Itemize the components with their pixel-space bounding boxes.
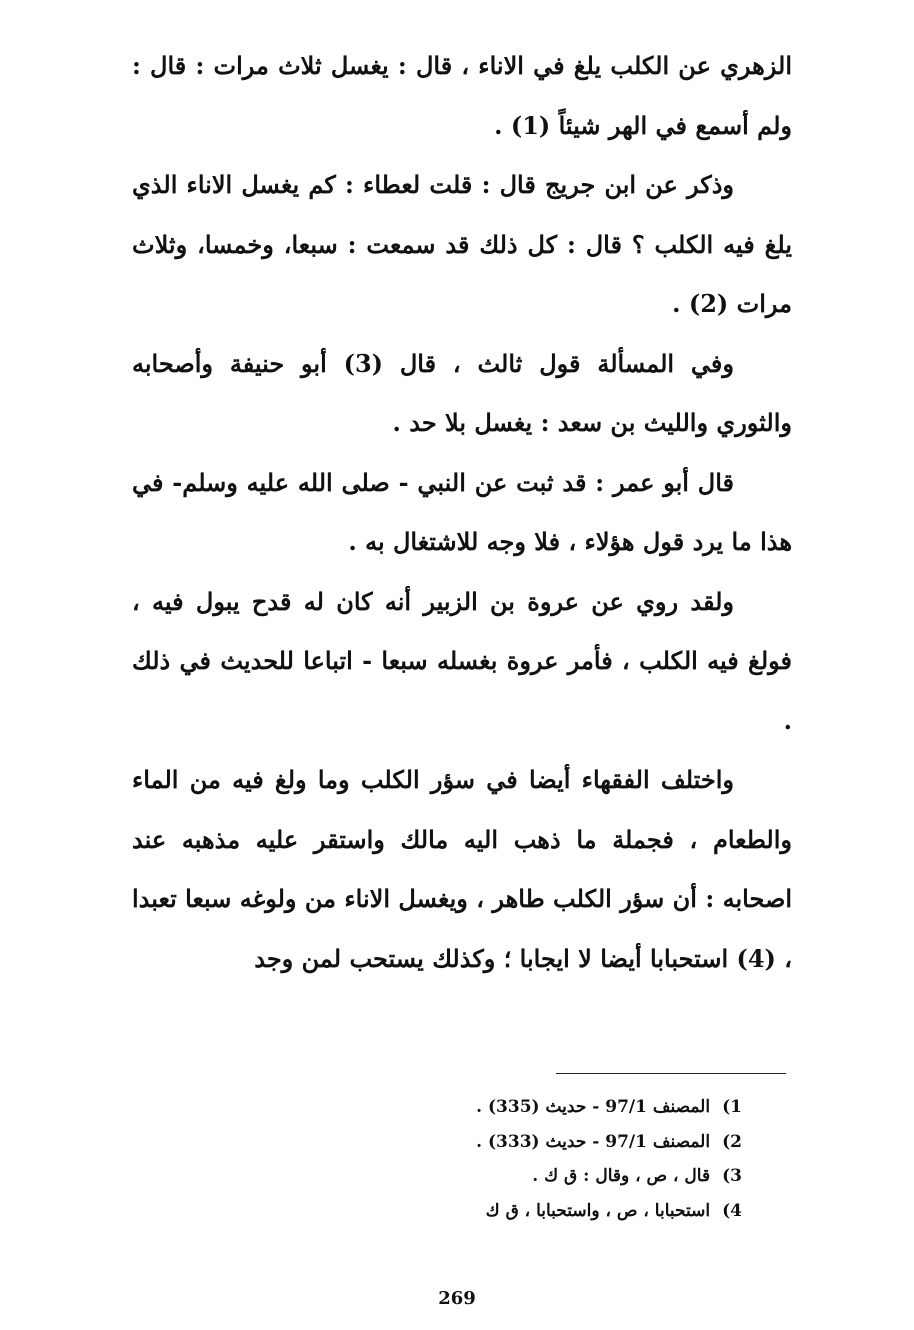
paragraph-3: وفي المسألة قول ثالث ، قال (3) أبو حنيفة وأصحابه والثوري والليث بن سعد : يغسل بلا حد . (132, 348, 792, 437)
paragraph-4: قال أبو عمر : قد ثبت عن النبي - صلى الله عليه وسلم- في هذا ما يرد قول هؤلاء ، فلا وجه للاشتغال به . (132, 467, 792, 556)
footnote-text: استحبابا ، ص ، واستحبابا ، ق ك (485, 1200, 711, 1221)
main-text (132, 36, 792, 988)
footnote-divider (556, 1073, 786, 1074)
footnote-number: 3) (722, 1166, 742, 1186)
footnote-number: 1) (722, 1097, 742, 1117)
paragraph-6: واختلف الفقهاء أيضا في سؤر الكلب وما ولغ فيه من الماء والطعام ، فجملة ما ذهب اليه مالك واستقر عليه مذهبه عند اصحابه : أن سؤر الكلب طاهر ، ويغسل الاناء من ولوغه سبعا تعبدا ، (4) استحبابا أيضا لا ايجابا ؛ وكذلك يستحب لمن وجد (132, 765, 792, 973)
footnote-number: 4) (722, 1200, 742, 1221)
footnotes-list (342, 1090, 742, 1228)
paragraph-5: ولقد روي عن عروة بن الزبير أنه كان له قدح يبول فيه ، فولغ فيه الكلب ، فأمر عروة بغسله سبعا - اتباعا للحديث في ذلك . (132, 586, 792, 735)
footnote-text: المصنف 97/1 - حديث (333) . (476, 1131, 711, 1152)
paragraph-2: وذكر عن ابن جريج قال : قلت لعطاء : كم يغسل الاناء الذي يلغ فيه الكلب ؟ قال : كل ذلك قد سمعت : سبعا، وخمسا، وثلاث مرات (2) . (132, 170, 792, 318)
footnote-text: قال ، ص ، وقال : ق ك . (532, 1166, 711, 1186)
footnote-number: 2) (722, 1131, 742, 1152)
footnote-3 (342, 1159, 742, 1194)
page-number: 269 (438, 1288, 476, 1309)
footnote-2 (342, 1125, 742, 1160)
paragraph-1: الزهري عن الكلب يلغ في الاناء ، قال : يغسل ثلاث مرات : قال : ولم أسمع في الهر شيئاً (1) . (132, 51, 792, 140)
footnote-1 (342, 1090, 742, 1125)
footnote-4 (342, 1194, 742, 1229)
footnote-text: المصنف 97/1 - حديث (335) . (476, 1097, 711, 1117)
